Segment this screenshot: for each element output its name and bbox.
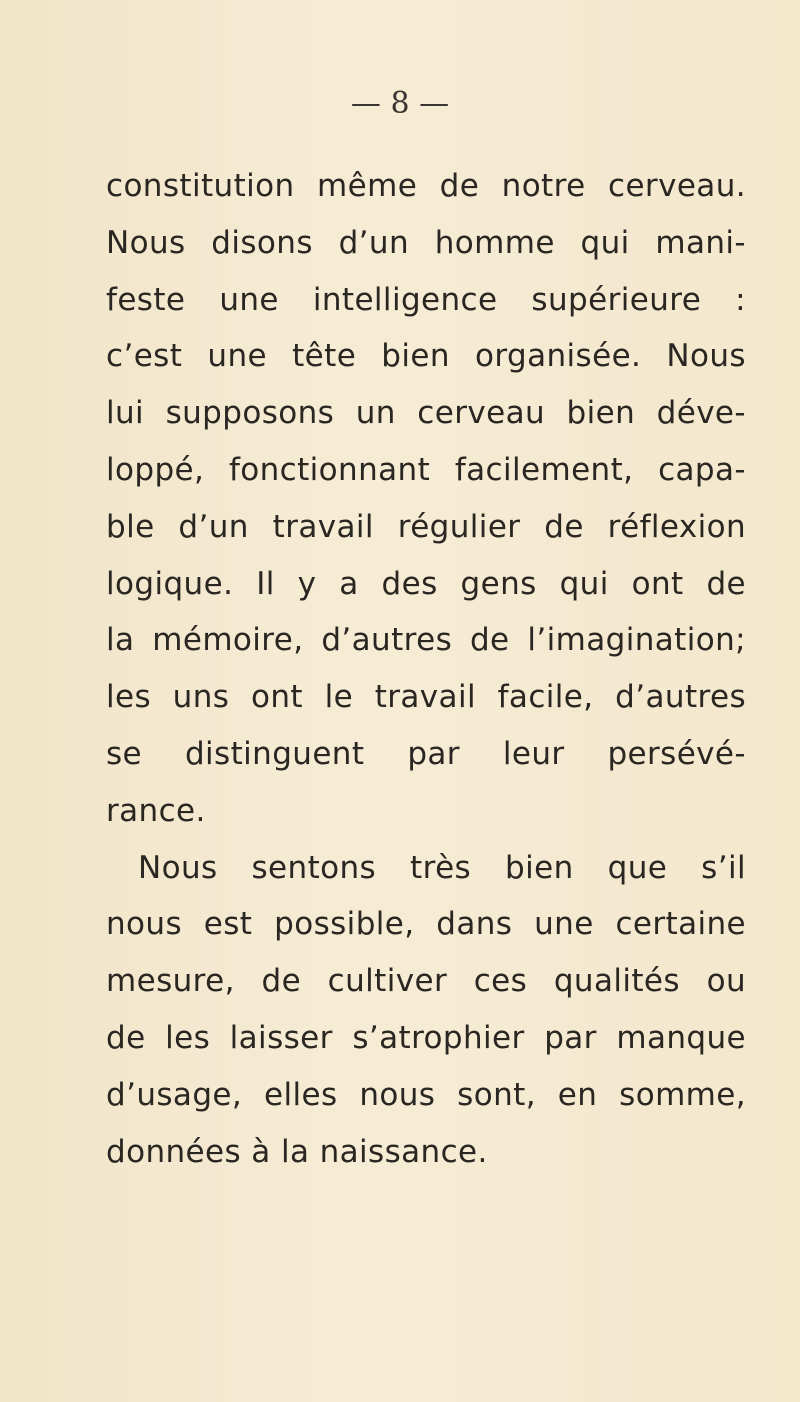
text-line: se distinguent par leur persévé- bbox=[106, 735, 746, 772]
text-line: Nous disons d’un homme qui mani- bbox=[106, 224, 746, 261]
body-text bbox=[106, 158, 746, 1180]
text-line: rance. bbox=[106, 792, 206, 829]
text-line: Nous sentons très bien que s’il bbox=[138, 849, 746, 886]
text-line: ble d’un travail régulier de réflexion bbox=[106, 508, 746, 545]
text-line: mesure, de cultiver ces qualités ou bbox=[106, 963, 746, 1000]
text-line: constitution même de notre cerveau. bbox=[106, 168, 746, 204]
text-line: loppé, fonctionnant facilement, capa- bbox=[106, 451, 746, 488]
text-line: les uns ont le travail facile, d’autres bbox=[106, 679, 746, 716]
text-line: d’usage, elles nous sont, en somme, bbox=[106, 1076, 746, 1113]
text-line: nous est possible, dans une certaine bbox=[106, 906, 746, 943]
text-line: de les laisser s’atrophier par manque bbox=[106, 1019, 746, 1056]
text-line: feste une intelligence supérieure : bbox=[106, 281, 746, 318]
text-line: la mémoire, d’autres de l’imagination; bbox=[106, 622, 746, 659]
page-number: — 8 — bbox=[350, 86, 450, 121]
text-line: lui supposons un cerveau bien déve- bbox=[106, 395, 746, 432]
text-line: logique. Il y a des gens qui ont de bbox=[106, 565, 746, 602]
text-line: données à la naissance. bbox=[106, 1133, 488, 1170]
text-line: c’est une tête bien organisée. Nous bbox=[106, 338, 746, 375]
